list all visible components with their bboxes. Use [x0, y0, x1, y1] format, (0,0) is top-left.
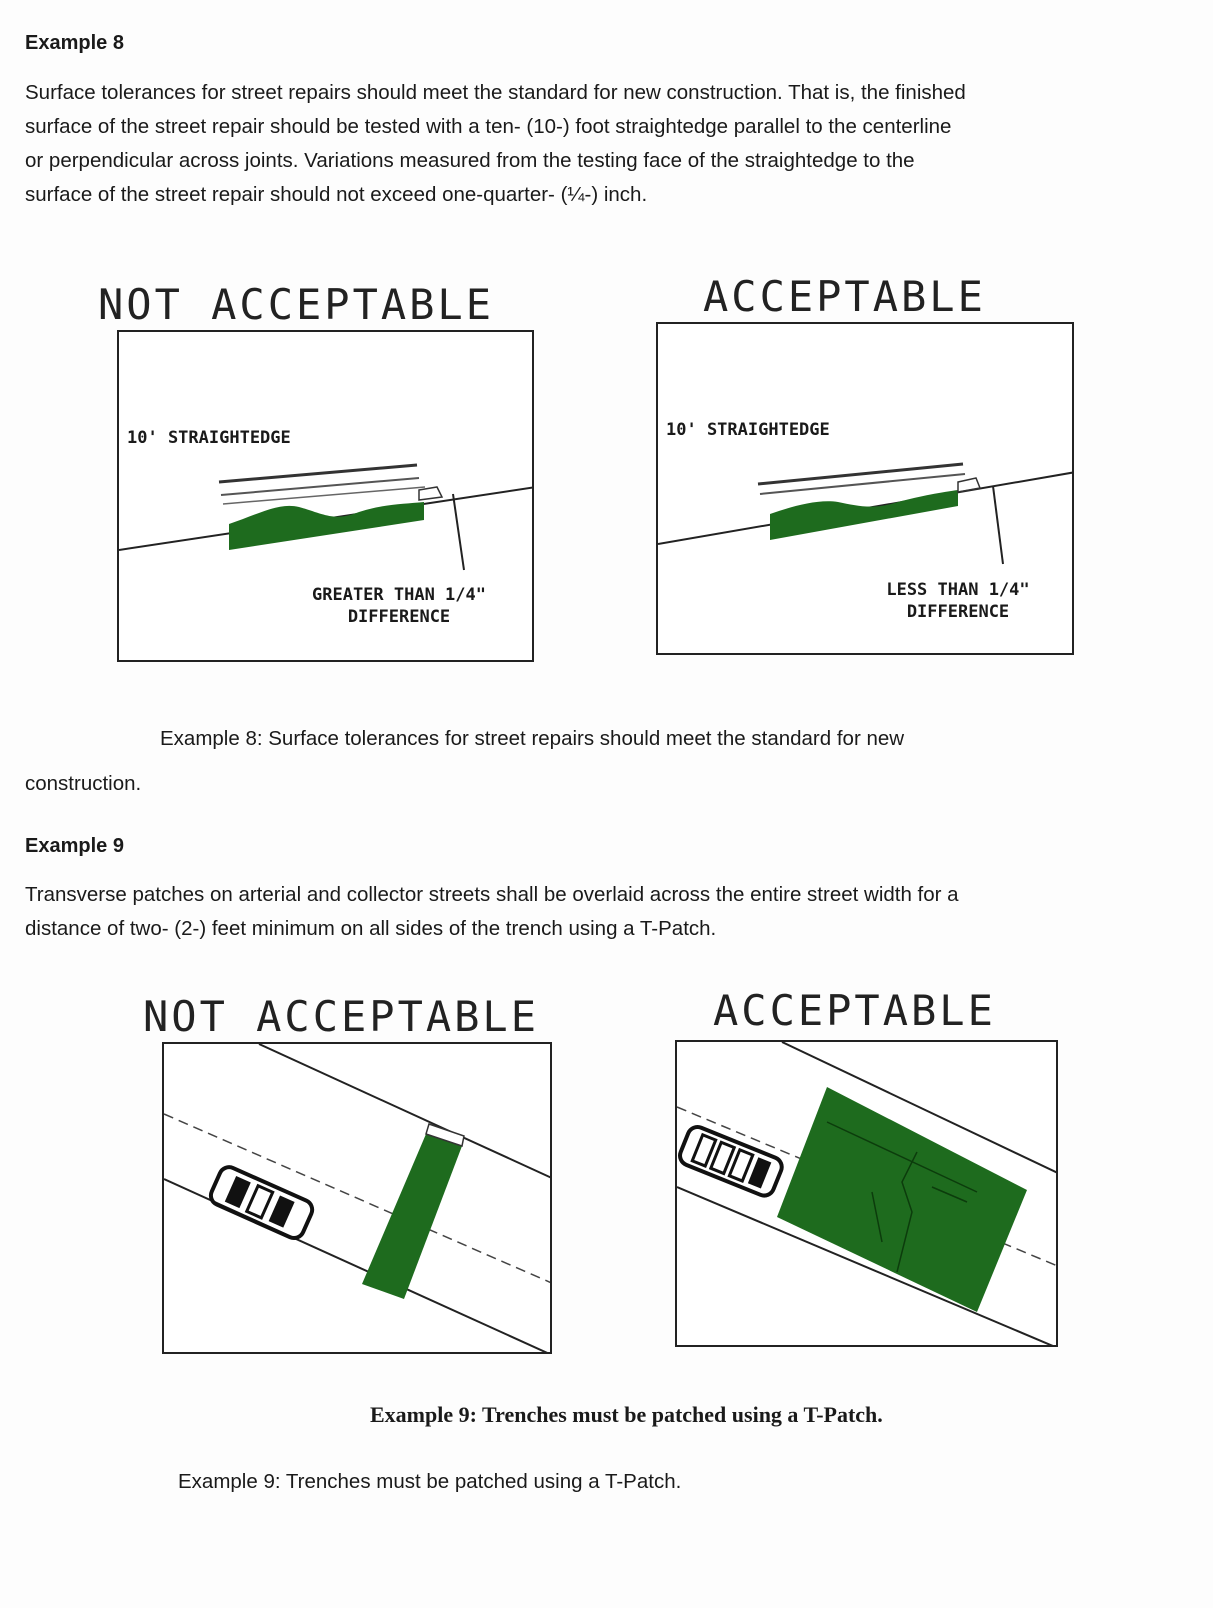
- street-edge-line: [259, 1044, 552, 1179]
- trench-diagram-left: [164, 1044, 552, 1354]
- patch-area: [229, 502, 424, 550]
- figure-9-left-title: NOT ACCEPTABLE: [143, 992, 540, 1041]
- note-line: DIFFERENCE: [906, 602, 1010, 622]
- example-8-paragraph: [25, 76, 1195, 212]
- example-9-caption: Example 9: Trenches must be patched using a T-Patch.: [178, 1470, 682, 1493]
- trench-diagram-right: [677, 1042, 1058, 1347]
- example-8-caption-line2: construction.: [25, 772, 142, 795]
- note-line: GREATER THAN 1/4": [312, 585, 486, 605]
- note-line: LESS THAN 1/4": [886, 580, 1030, 600]
- leader-line: [453, 494, 464, 570]
- left-difference-note: [259, 584, 534, 628]
- paragraph-line: distance of two- (2-) feet minimum on all sides of the trench using a T-Patch.: [25, 917, 717, 940]
- car-icon: [208, 1164, 316, 1241]
- right-straightedge-label: 10' STRAIGHTEDGE: [666, 420, 830, 440]
- figure-9-not-acceptable-diagram: [162, 1042, 552, 1354]
- t-patch: [777, 1087, 1027, 1312]
- example-8-caption-line1: Example 8: Surface tolerances for street repairs should meet the standard for new: [160, 727, 905, 750]
- figure-8-left-title: NOT ACCEPTABLE: [98, 280, 495, 329]
- straightedge-line: [219, 465, 417, 482]
- car-icon: [677, 1124, 785, 1199]
- left-straightedge-label: 10' STRAIGHTEDGE: [127, 428, 291, 448]
- figure-8-not-acceptable-diagram: [117, 330, 534, 662]
- figure-8-acceptable-diagram: [656, 322, 1074, 655]
- paragraph-line: surface of the street repair should not exceed one-quarter- (¼-) inch.: [25, 183, 648, 206]
- example-9-paragraph: [25, 878, 1195, 946]
- patch-area: [770, 490, 958, 540]
- paragraph-line: surface of the street repair should be tested with a ten- (10-) foot straightedge parallel to the centerline: [25, 115, 952, 138]
- figure-9-right-title: ACCEPTABLE: [713, 986, 996, 1035]
- paragraph-line: Transverse patches on arterial and collector streets shall be overlaid across the entire street width for a: [25, 883, 959, 906]
- figure-8-right-title: ACCEPTABLE: [703, 272, 986, 321]
- straightedge-line: [223, 487, 425, 504]
- example-9-heading: Example 9: [25, 835, 124, 857]
- trench-patch: [362, 1134, 462, 1299]
- straightedge-line: [760, 474, 965, 494]
- street-centerline: [164, 1114, 552, 1284]
- right-difference-note: [848, 579, 1068, 623]
- example-8-heading: Example 8: [25, 32, 124, 54]
- note-line: DIFFERENCE: [347, 607, 451, 627]
- straightedge-line: [758, 464, 963, 484]
- example-9-figure-caption: Example 9: Trenches must be patched using a T-Patch.: [370, 1402, 883, 1427]
- figure-9-acceptable-diagram: [675, 1040, 1058, 1347]
- paragraph-line: or perpendicular across joints. Variations measured from the testing face of the straightedge to the: [25, 149, 915, 172]
- paragraph-line: Surface tolerances for street repairs should meet the standard for new construction. That is, the finished: [25, 81, 966, 104]
- leader-line: [993, 486, 1003, 564]
